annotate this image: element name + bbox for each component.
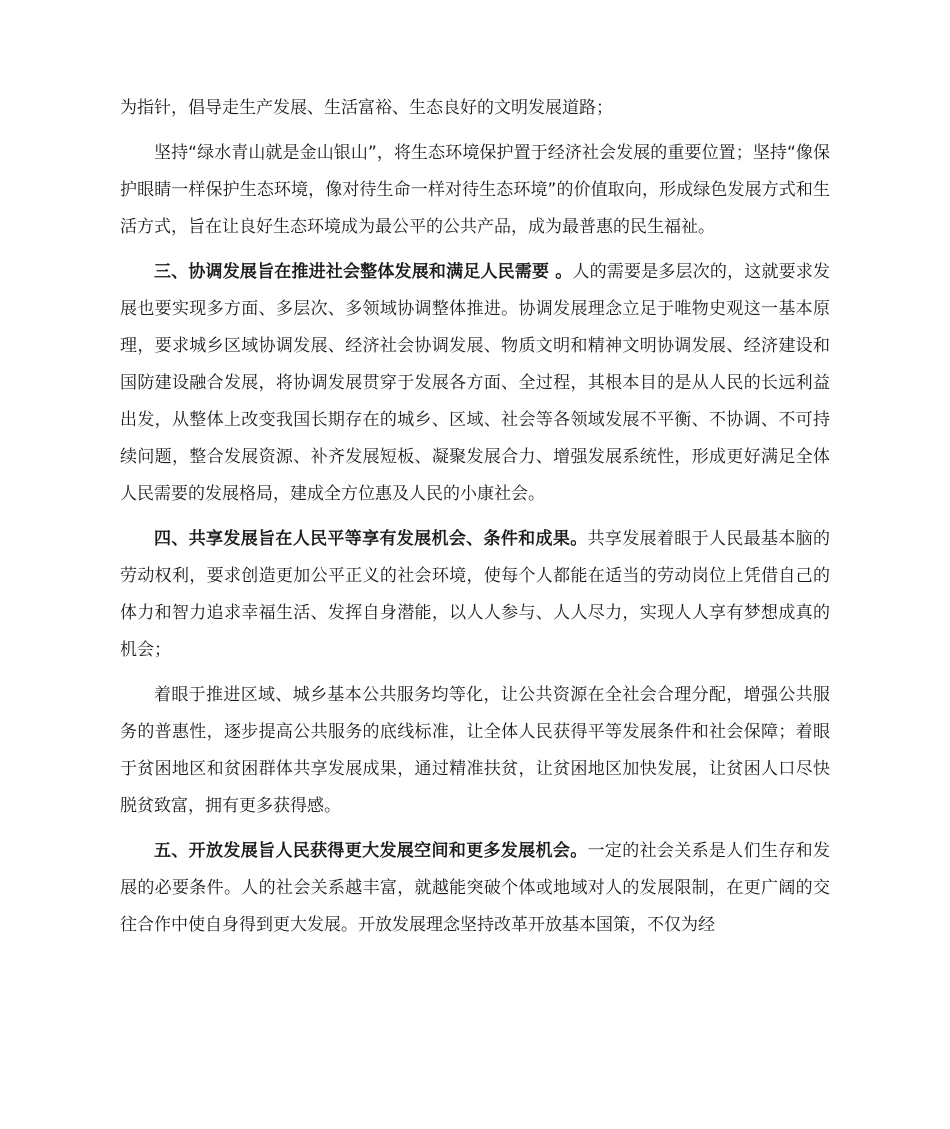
paragraph-1 — [120, 90, 830, 127]
paragraph-6 — [120, 833, 830, 944]
section-heading-shared-development: 四、共享发展旨在人民平等享有发展机会、条件和成果。 — [154, 529, 588, 549]
paragraph-5-text: 着眼于推进区域、城乡基本公共服务均等化，让公共资源在全社会合理分配，增强公共服务的普惠性，逐步提高公共服务的底线标准，让全体人民获得平等发展条件和社会保障；着眼于贫困地区和贫困群体共享发展成果，通过精准扶贫，让贫困地区加快发展，让贫困人口尽快脱贫致富，拥有更多获得感。 — [120, 685, 830, 816]
section-heading-open-development: 五、开放发展旨人民获得更大发展空间和更多发展机会。 — [154, 841, 588, 861]
section-heading-coordinated-development: 三、协调发展旨在推进社会整体发展和满足人民需要 。 — [154, 262, 573, 282]
paragraph-2 — [120, 135, 830, 246]
paragraph-3 — [120, 254, 830, 513]
paragraph-4-text: 共享发展着眼于人民最基本脑的劳动权利，要求创造更加公平正义的社会环境，使每个人都能在适当的劳动岗位上凭借自己的体力和智力追求幸福生活、发挥自身潜能，以人人参与、人人尽力，实现人人享有梦想成真的机会； — [120, 529, 831, 660]
paragraph-4 — [120, 521, 830, 669]
paragraph-3-text: 人的需要是多层次的，这就要求发展也要实现多方面、多层次、多领域协调整体推进。协调发展理念立足于唯物史观这一基本原理，要求城乡区域协调发展、经济社会协调发展、物质文明和精神文明协调发展、经济建设和国防建设融合发展，将协调发展贯穿于发展各方面、全过程，其根本目的是从人民的长远利益出发，从整体上改变我国长期存在的城乡、区域、社会等各领域发展不平衡、不协调、不可持续问题，整合发展资源、补齐发展短板、凝聚发展合力、增强发展系统性，形成更好满足全体人民需要的发展格局，建成全方位惠及人民的小康社会。 — [120, 262, 831, 504]
paragraph-6-text: 一定的社会关系是人们生存和发展的必要条件。人的社会关系越丰富，就越能突破个体或地域对人的发展限制，在更广阔的交往合作中使自身得到更大发展。开放发展理念坚持改革开放基本国策，不仅为经 — [120, 841, 831, 935]
document-body — [120, 90, 830, 952]
paragraph-1-text: 为指针，倡导走生产发展、生活富裕、生态良好的文明发展道路； — [120, 98, 613, 118]
paragraph-5 — [120, 677, 830, 825]
paragraph-2-text: 坚持“绿水青山就是金山银山”，将生态环境保护置于经济社会发展的重要位置；坚持“像保护眼睛一样保护生态环境，像对待生命一样对待生态环境”的价值取向，形成绿色发展方式和生活方式，旨在让良好生态环境成为最公平的公共产品，成为最普惠的民生福祉。 — [120, 143, 830, 237]
